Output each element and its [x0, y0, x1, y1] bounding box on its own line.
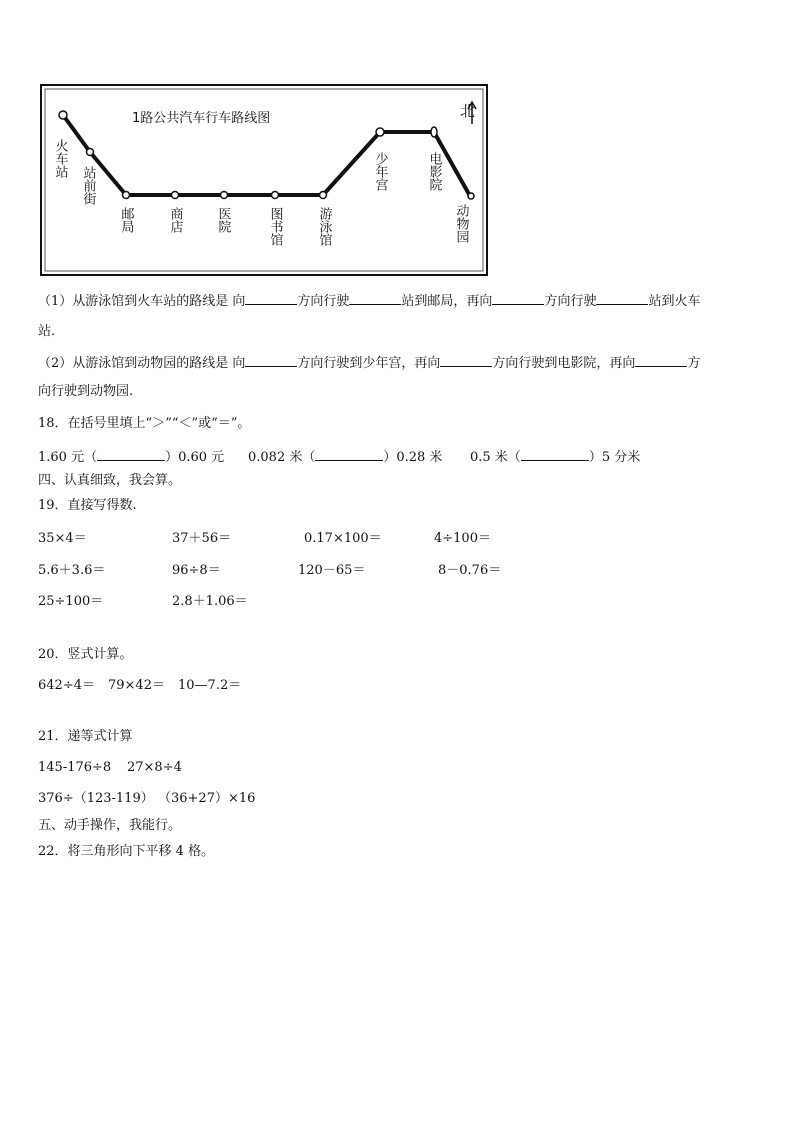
calc-item: 4÷100＝ [434, 531, 491, 546]
q18-text: 0.5 米（ [470, 450, 521, 465]
q19-title: 19．直接写得数. [38, 498, 137, 513]
stop-dot [468, 193, 474, 199]
calc-item: 120－65＝ [298, 563, 366, 578]
answer-blank[interactable] [97, 448, 165, 461]
section-heading: 四、认真细致，我会算。 [38, 473, 182, 488]
q18-text: ）0.28 米 [383, 450, 443, 465]
calc-item: 27×8÷4 [127, 760, 182, 775]
stop-dot [320, 192, 327, 199]
answer-blank[interactable] [492, 292, 544, 305]
q17-p1-text: 方向行驶 [544, 294, 597, 309]
section-heading: 五、动手操作，我能行。 [38, 818, 182, 833]
answer-blank[interactable] [245, 292, 297, 305]
answer-blank[interactable] [315, 448, 383, 461]
station-label: 医院 [215, 207, 231, 233]
q18-item-a [38, 448, 224, 466]
q17-p2-text: 方向行驶到电影院，再向 [492, 356, 636, 371]
station-label: 商店 [167, 207, 183, 233]
calc-item: 8－0.76＝ [438, 563, 502, 578]
q17-part2 [38, 354, 700, 372]
q20-title: 20．竖式计算。 [38, 647, 133, 662]
answer-blank[interactable] [349, 292, 401, 305]
calc-item: 376÷（123-119） [38, 791, 154, 806]
station-label: 图书馆 [267, 207, 283, 246]
stop-dot [87, 149, 94, 156]
calc-item: 10—7.2＝ [178, 678, 242, 693]
q17-p2-text: 方向行驶到少年宫，再向 [297, 356, 441, 371]
q18-item-c [470, 448, 640, 466]
q22-title: 22．将三角形向下平移 4 格。 [38, 844, 215, 859]
station-label: 站前街 [80, 166, 96, 205]
stop-dot [376, 128, 384, 136]
map-title: 1路公共汽车行车路线图 [132, 111, 271, 126]
q17-part1 [38, 292, 700, 310]
q17-part2-cont: 向行驶到动物园. [38, 384, 134, 399]
calc-item: （36+27）×16 [158, 791, 256, 806]
station-label: 邮局 [118, 207, 134, 233]
calc-item: 25÷100＝ [38, 594, 104, 609]
q18-item-b [248, 448, 442, 466]
stop-dot [431, 127, 437, 137]
q17-p2-text: 方 [687, 356, 701, 371]
calc-item: 96÷8＝ [172, 563, 221, 578]
q18-text: ）0.60 元 [165, 450, 225, 465]
route-map [40, 84, 488, 276]
q17-part1-cont: 站. [38, 324, 56, 339]
stop-dot [221, 192, 228, 199]
q18-text: ）5 分米 [588, 450, 641, 465]
stop-dot [123, 192, 130, 199]
q17-p1-text: 方向行驶 [297, 294, 350, 309]
q18-text: 1.60 元（ [38, 450, 98, 465]
station-label: 电影院 [426, 152, 442, 191]
stop-dot [172, 192, 179, 199]
stop-dot [272, 192, 279, 199]
calc-item: 35×4＝ [38, 531, 87, 546]
answer-blank[interactable] [635, 354, 687, 367]
stop-dot [59, 111, 67, 119]
calc-item: 79×42＝ [108, 678, 165, 693]
q18-text: 0.082 米（ [248, 450, 316, 465]
calc-item: 642÷4＝ [38, 678, 95, 693]
calc-item: 145-176÷8 [38, 760, 112, 775]
north-label: 北 [460, 102, 476, 120]
q21-title: 21．递等式计算 [38, 729, 133, 744]
calc-item: 0.17×100＝ [304, 531, 382, 546]
answer-blank[interactable] [521, 448, 589, 461]
station-label: 动物园 [453, 204, 469, 243]
answer-blank[interactable] [596, 292, 648, 305]
station-label: 游泳馆 [316, 207, 332, 246]
q18-title: 18．在括号里填上“＞”“＜”或“＝”。 [38, 416, 251, 431]
answer-blank[interactable] [440, 354, 492, 367]
q17-p1-text: 站到火车 [648, 294, 701, 309]
station-label: 少年宫 [372, 152, 388, 191]
q17-p1-text: （1）从游泳馆到火车站的路线是 向 [38, 294, 246, 309]
station-label: 火车站 [52, 139, 68, 178]
calc-item: 5.6＋3.6＝ [38, 563, 106, 578]
answer-blank[interactable] [245, 354, 297, 367]
q17-p2-text: （2）从游泳馆到动物园的路线是 向 [38, 356, 246, 371]
q17-p1-text: 站到邮局，再向 [401, 294, 493, 309]
calc-item: 37＋56＝ [172, 531, 232, 546]
calc-item: 2.8＋1.06＝ [172, 594, 248, 609]
